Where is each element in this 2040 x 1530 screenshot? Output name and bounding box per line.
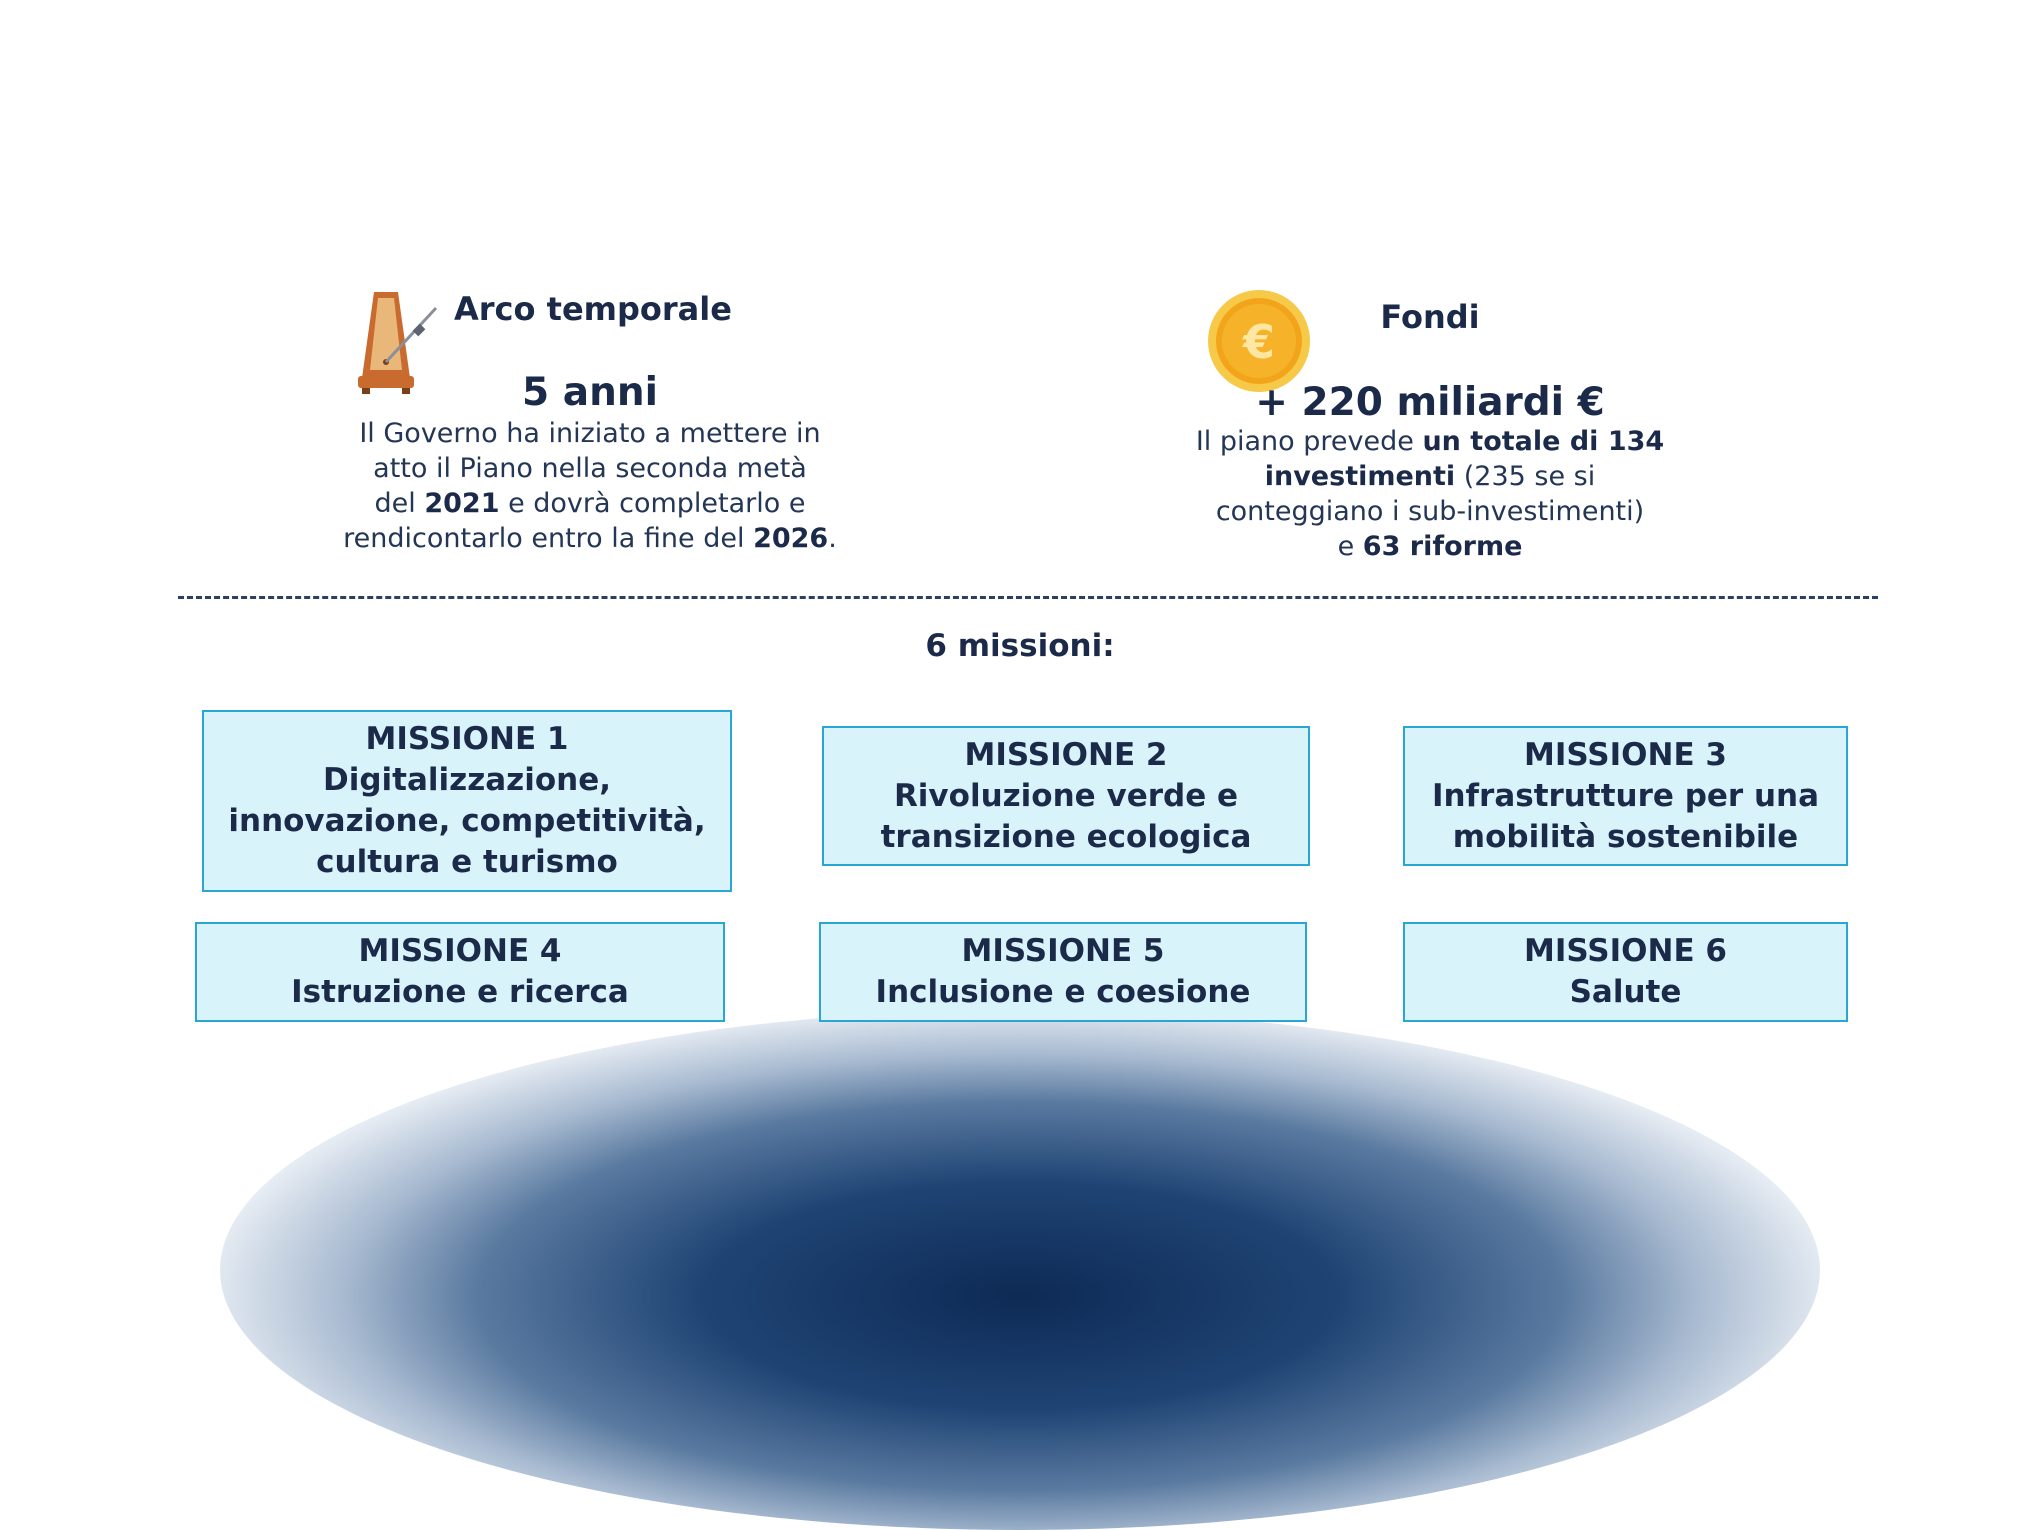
mission-description: innovazione, competitività, (228, 803, 706, 839)
fondi-description-bold-text: investimenti (1264, 461, 1456, 492)
arco-description-line: rendicontarlo entro la fine del 2026. (343, 523, 837, 554)
mission-2-card (822, 726, 1310, 866)
fondi-value: + 220 miliardi € (1255, 380, 1605, 425)
svg-text:€: € (1242, 315, 1276, 369)
mission-description: Infrastrutture per una (1431, 777, 1820, 814)
arco-description-bold-text: 2021 (424, 488, 500, 519)
mission-6-card (1403, 922, 1848, 1022)
fondi-description (1170, 424, 1690, 564)
fondi-description-bold-text: un totale di 134 (1422, 426, 1665, 457)
mission-label: MISSIONE 2 (964, 736, 1168, 773)
background-glow (220, 1010, 1820, 1530)
fondi-description-line: investimenti (235 se si (1264, 461, 1596, 492)
fondi-description-line: conteggiano i sub-investimenti) (1215, 496, 1645, 527)
missions-title: 6 missioni: (925, 628, 1115, 664)
mission-description: Istruzione e ricerca (291, 974, 629, 1010)
arco-description-line: del 2021 e dovrà completarlo e (374, 488, 806, 519)
mission-description: Inclusione e coesione (875, 974, 1251, 1010)
mission-3-card (1403, 726, 1848, 866)
arco-description (300, 416, 880, 556)
mission-label: MISSIONE 6 (1523, 933, 1727, 969)
fondi-description-line: Il piano prevede un totale di 134 (1195, 426, 1665, 457)
mission-1-card (202, 710, 732, 892)
mission-description: Salute (1569, 974, 1682, 1010)
mission-label: MISSIONE 3 (1523, 736, 1727, 773)
arco-description-line: atto il Piano nella seconda metà (373, 453, 807, 484)
mission-label: MISSIONE 4 (358, 933, 562, 969)
mission-5-card (819, 922, 1307, 1022)
mission-label: MISSIONE 5 (961, 933, 1165, 969)
arco-description-line: Il Governo ha iniziato a mettere in (359, 418, 821, 449)
mission-label: MISSIONE 1 (365, 721, 569, 757)
mission-description: transizione ecologica (880, 818, 1252, 855)
arco-description-bold-text: 2026 (753, 523, 829, 554)
mission-description: Rivoluzione verde e (893, 777, 1239, 814)
fondi-description-line: e 63 riforme (1337, 531, 1523, 562)
mission-description: cultura e turismo (316, 844, 618, 880)
fondi-description-bold-text: 63 riforme (1362, 531, 1523, 562)
arco-value: 5 anni (522, 370, 658, 415)
mission-description: Digitalizzazione, (322, 762, 611, 798)
mission-4-card (195, 922, 725, 1022)
arco-title: Arco temporale (454, 290, 732, 328)
fondi-title: Fondi (1380, 298, 1480, 336)
mission-description: mobilità sostenibile (1452, 818, 1799, 855)
dashed-separator (178, 596, 1878, 599)
